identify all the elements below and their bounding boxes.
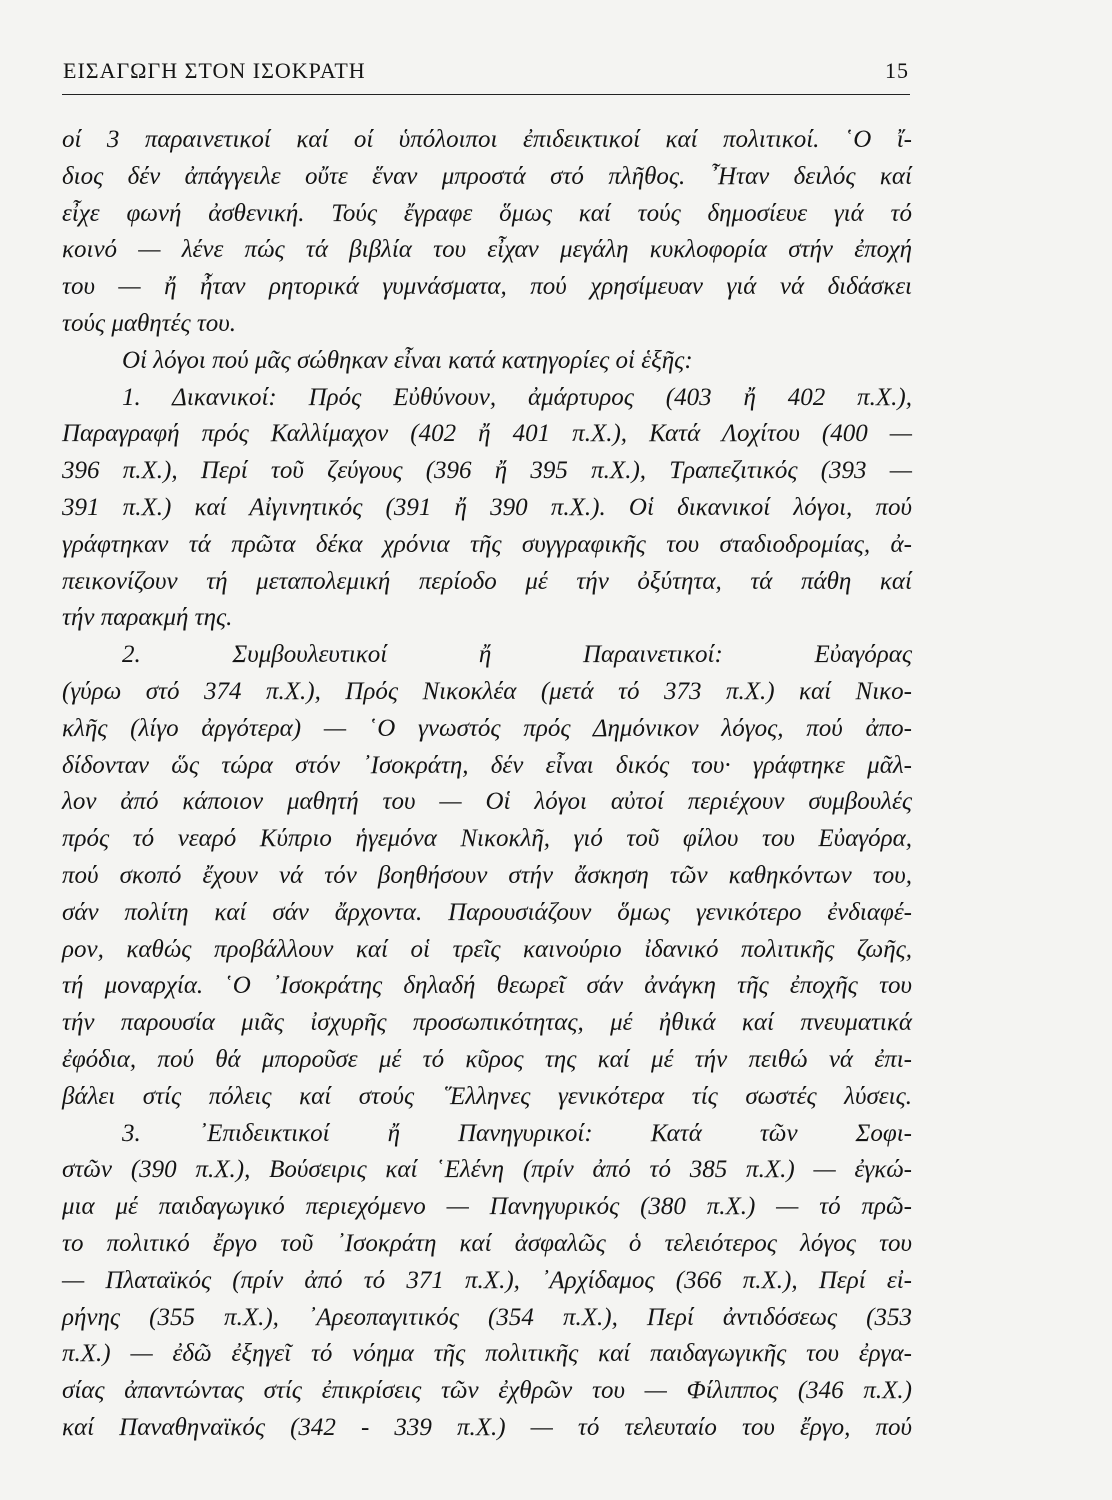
text-line: — Πλαταϊκός (πρίν ἀπό τό 371 π.Χ.), ᾿Αρχίδαμος (366 π.Χ.), Περί εἰ- bbox=[62, 1266, 912, 1294]
text-line: (γύρω στό 374 π.Χ.), Πρός Νικοκλέα (μετά τό 373 π.Χ.) καί Νικο- bbox=[62, 677, 912, 705]
running-head bbox=[63, 58, 909, 84]
text-line: βάλει στίς πόλεις καί στούς ῞Ελληνες γενικότερα τίς σωστές λύσεις. bbox=[62, 1082, 912, 1110]
text-line: τή μοναρχία. ῾Ο ᾿Ισοκράτης δηλαδή θεωρεῖ σάν ἀνάγκη τῆς ἐποχῆς του bbox=[62, 972, 912, 1000]
text-line: κοινό — λένε πώς τά βιβλία του εἶχαν μεγάλη κυκλοφορία στήν ἐποχή bbox=[62, 236, 912, 264]
text-line: σίας ἀπαντώντας στίς ἐπικρίσεις τῶν ἐχθρῶν του — Φίλιππος (346 π.Χ.) bbox=[62, 1377, 912, 1405]
text-line: πού σκοπό ἔχουν νά τόν βοηθήσουν στήν ἄσκηση τῶν καθηκόντων του, bbox=[62, 861, 912, 889]
list-item-2-start: 2. Συμβουλευτικοί ἤ Παραινετικοί: Εὐαγόρας bbox=[122, 641, 912, 669]
text-line: κλῆς (λίγο ἀργότερα) — ῾Ο γνωστός πρός Δημόνικον λόγος, πού ἀπο- bbox=[62, 714, 912, 742]
running-head-title: ΕΙΣΑΓΩΓΗ ΣΤΟΝ ΙΣΟΚΡΑΤΗ bbox=[63, 58, 366, 83]
text-line: τούς μαθητές του. bbox=[62, 309, 237, 337]
text-line: τήν παρακμή της. bbox=[62, 604, 233, 632]
text-line: γράφτηκαν τά πρῶτα δέκα χρόνια τῆς συγγραφικῆς του σταδιοδρομίας, ἀ- bbox=[62, 530, 912, 558]
text-line: ρον, καθώς προβάλλουν καί οἱ τρεῖς καινούριο ἰδανικό πολιτικῆς ζωῆς, bbox=[62, 935, 912, 963]
text-line: λον ἀπό κάποιον μαθητή του — Οἱ λόγοι αὐτοί περιέχουν συμβουλές bbox=[62, 788, 912, 816]
body-text bbox=[62, 122, 912, 1447]
text-line: σάν πολίτη καί σάν ἄρχοντα. Παρουσιάζουν ὅμως γενικότερο ἐνδιαφέ- bbox=[62, 898, 912, 926]
text-line: πεικονίζουν τή μεταπολεμική περίοδο μέ τήν ὀξύτητα, τά πάθη καί bbox=[62, 567, 912, 595]
text-line: 391 π.Χ.) καί Αἰγινητικός (391 ἤ 390 π.Χ.). Οἱ δικανικοί λόγοι, πού bbox=[62, 493, 912, 521]
text-line: καί Παναθηναϊκός (342 - 339 π.Χ.) — τό τελευταίο του ἔργο, πού bbox=[62, 1413, 912, 1441]
text-line: π.Χ.) — ἐδῶ ἐξηγεῖ τό νόημα τῆς πολιτικῆς καί παιδαγωγικῆς του ἐργα- bbox=[62, 1340, 912, 1368]
list-item-1-start: 1. Δικανικοί: Πρός Εὐθύνουν, ἀμάρτυρος (403 ἤ 402 π.Χ.), bbox=[122, 383, 912, 411]
text-line: Παραγραφή πρός Καλλίμαχον (402 ἤ 401 π.Χ.), Κατά Λοχίτου (400 — bbox=[62, 420, 912, 448]
page-number: 15 bbox=[885, 58, 909, 83]
text-line: του — ἤ ἦταν ρητορικά γυμνάσματα, πού χρησίμευαν γιά νά διδάσκει bbox=[62, 273, 912, 301]
text-line: ἐφόδια, πού θά μποροῦσε μέ τό κῦρος της καί μέ τήν πειθώ νά ἐπι- bbox=[62, 1045, 912, 1073]
text-line: το πολιτικό ἔργο τοῦ ᾿Ισοκράτη καί ἀσφαλῶς ὁ τελειότερος λόγος του bbox=[62, 1229, 912, 1257]
text-line: τήν παρουσία μιᾶς ἰσχυρῆς προσωπικότητας, μέ ἠθικά καί πνευματικά bbox=[62, 1009, 912, 1037]
text-line: οί 3 παραινετικοί καί οί ὑπόλοιποι ἐπιδεικτικοί καί πολιτικοί. ῾Ο ἴ- bbox=[62, 126, 912, 153]
text-line: 396 π.Χ.), Περί τοῦ ζεύγους (396 ἤ 395 π.Χ.), Τραπεζιτικός (393 — bbox=[62, 457, 912, 485]
text-line: διος δέν ἀπάγγειλε οὔτε ἕναν μπροστά στό πλῆθος. ῏Ηταν δειλός καί bbox=[62, 162, 912, 190]
header-rule bbox=[62, 94, 910, 95]
paragraph-start: Οἱ λόγοι πού μᾶς σώθηκαν εἶναι κατά κατηγορίες οἱ ἑξῆς: bbox=[122, 346, 693, 374]
text-line: εἶχε φωνή ἀσθενική. Τούς ἔγραφε ὅμως καί τούς δημοσίευε γιά τό bbox=[62, 199, 912, 227]
list-item-3-start: 3. ᾿Επιδεικτικοί ἤ Πανηγυρικοί: Κατά τῶν Σοφι- bbox=[122, 1119, 912, 1147]
text-line: πρός τό νεαρό Κύπριο ἡγεμόνα Νικοκλῆ, γιό τοῦ φίλου του Εὐαγόρα, bbox=[62, 825, 912, 853]
text-line: μια μέ παιδαγωγικό περιεχόμενο — Πανηγυρικός (380 π.Χ.) — τό πρῶ- bbox=[62, 1193, 912, 1221]
text-line: στῶν (390 π.Χ.), Βούσειρις καί ῾Ελένη (πρίν ἀπό τό 385 π.Χ.) — ἐγκώ- bbox=[62, 1156, 912, 1184]
text-line: ρήνης (355 π.Χ.), ᾿Αρεοπαγιτικός (354 π.Χ.), Περί ἀντιδόσεως (353 bbox=[62, 1303, 912, 1331]
text-line: δίδονταν ὥς τώρα στόν ᾿Ισοκράτη, δέν εἶναι δικός του· γράφτηκε μᾶλ- bbox=[62, 751, 912, 779]
